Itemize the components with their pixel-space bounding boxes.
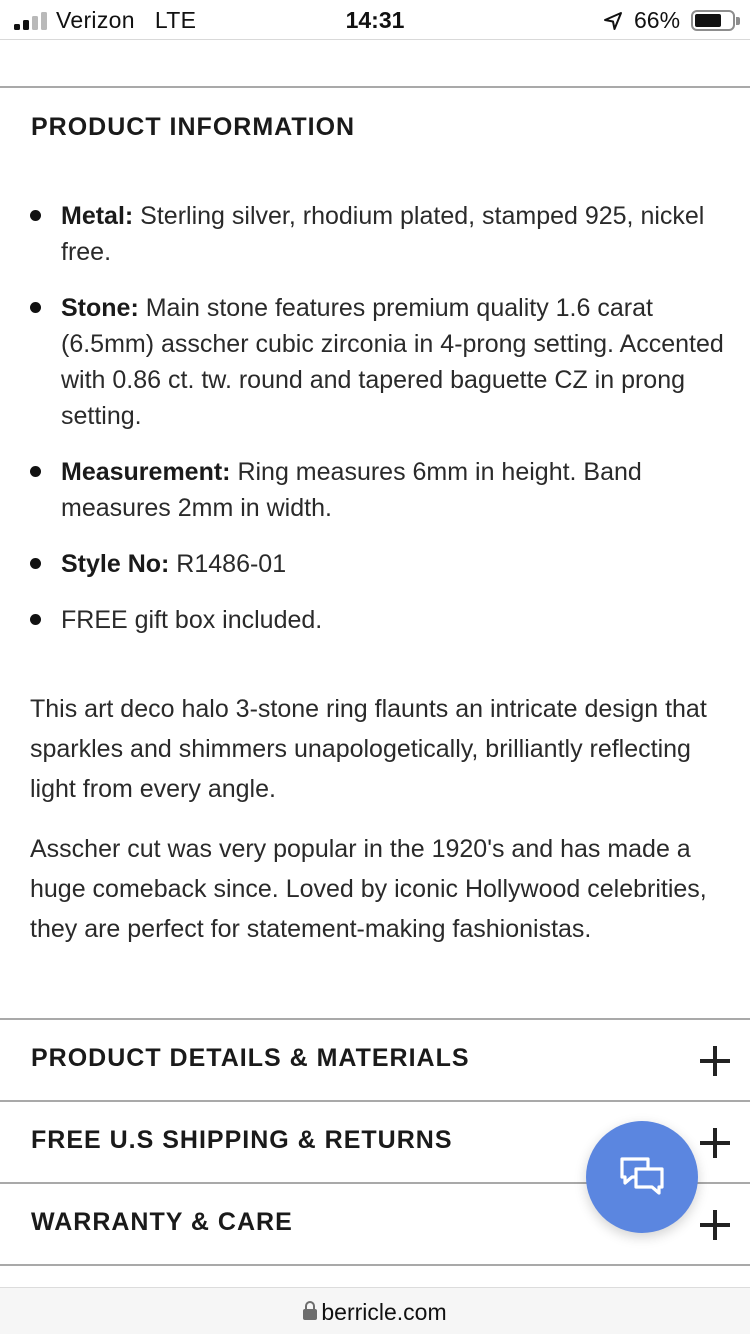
list-item — [30, 198, 730, 270]
location-arrow-icon — [602, 10, 624, 32]
divider — [0, 86, 750, 88]
list-item — [30, 602, 730, 638]
list-item — [30, 546, 730, 582]
chat-bubbles-icon — [618, 1153, 666, 1201]
list-item — [30, 454, 730, 526]
item-text: R1486-01 — [169, 550, 287, 578]
item-text: FREE gift box included. — [61, 606, 323, 634]
accordion-label: PRODUCT DETAILS & MATERIALS — [31, 1044, 470, 1072]
url-bar[interactable] — [0, 1287, 750, 1334]
bullet-icon — [30, 466, 41, 477]
list-item — [30, 290, 730, 434]
item-text: Sterling silver, rhodium plated, stamped 925, nickel free. — [61, 202, 705, 266]
bullet-icon — [30, 210, 41, 221]
bullet-icon — [30, 558, 41, 569]
plus-icon[interactable] — [700, 1210, 730, 1240]
section-title: PRODUCT INFORMATION — [31, 113, 356, 141]
url-display[interactable] — [0, 1299, 750, 1326]
battery-percent: 66% — [634, 7, 681, 33]
product-description: This art deco halo 3-stone ring flaunts an intricate design that sparkles and shimmers unapologetically, brilliantly reflecting light from every angle. — [30, 695, 707, 803]
product-description: Asscher cut was very popular in the 1920's and has made a huge comeback since. Loved by iconic Hollywood celebrities, they are perfect for statement-making fashionistas. — [30, 835, 707, 943]
clock: 14:31 — [345, 7, 405, 33]
carrier-label: Verizon LTE — [56, 7, 197, 33]
item-label: Style No: — [61, 550, 170, 578]
bullet-icon — [30, 614, 41, 625]
item-text: Main stone features premium quality 1.6 carat (6.5mm) asscher cubic zirconia in 4-prong setting. Accented with 0.86 ct. tw. round and tapered baguette CZ in prong setting. — [61, 294, 724, 430]
status-bar — [0, 0, 750, 40]
url-domain: berricle.com — [321, 1299, 447, 1325]
item-label: Stone: — [61, 294, 139, 322]
divider — [0, 1264, 750, 1266]
battery-icon — [691, 10, 735, 31]
product-info-list — [30, 198, 730, 658]
bullet-icon — [30, 302, 41, 313]
plus-icon[interactable] — [700, 1128, 730, 1158]
chat-button[interactable] — [586, 1121, 698, 1233]
plus-icon[interactable] — [700, 1046, 730, 1076]
accordion-product-details[interactable] — [0, 1018, 750, 1100]
accordion-label: WARRANTY & CARE — [31, 1208, 293, 1236]
lock-icon — [303, 1301, 317, 1321]
item-label: Measurement: — [61, 458, 231, 486]
item-text: Ring measures 6mm in height. Band measures 2mm in width. — [61, 458, 642, 522]
accordion-label: FREE U.S SHIPPING & RETURNS — [31, 1126, 453, 1154]
item-label: Metal: — [61, 202, 134, 230]
